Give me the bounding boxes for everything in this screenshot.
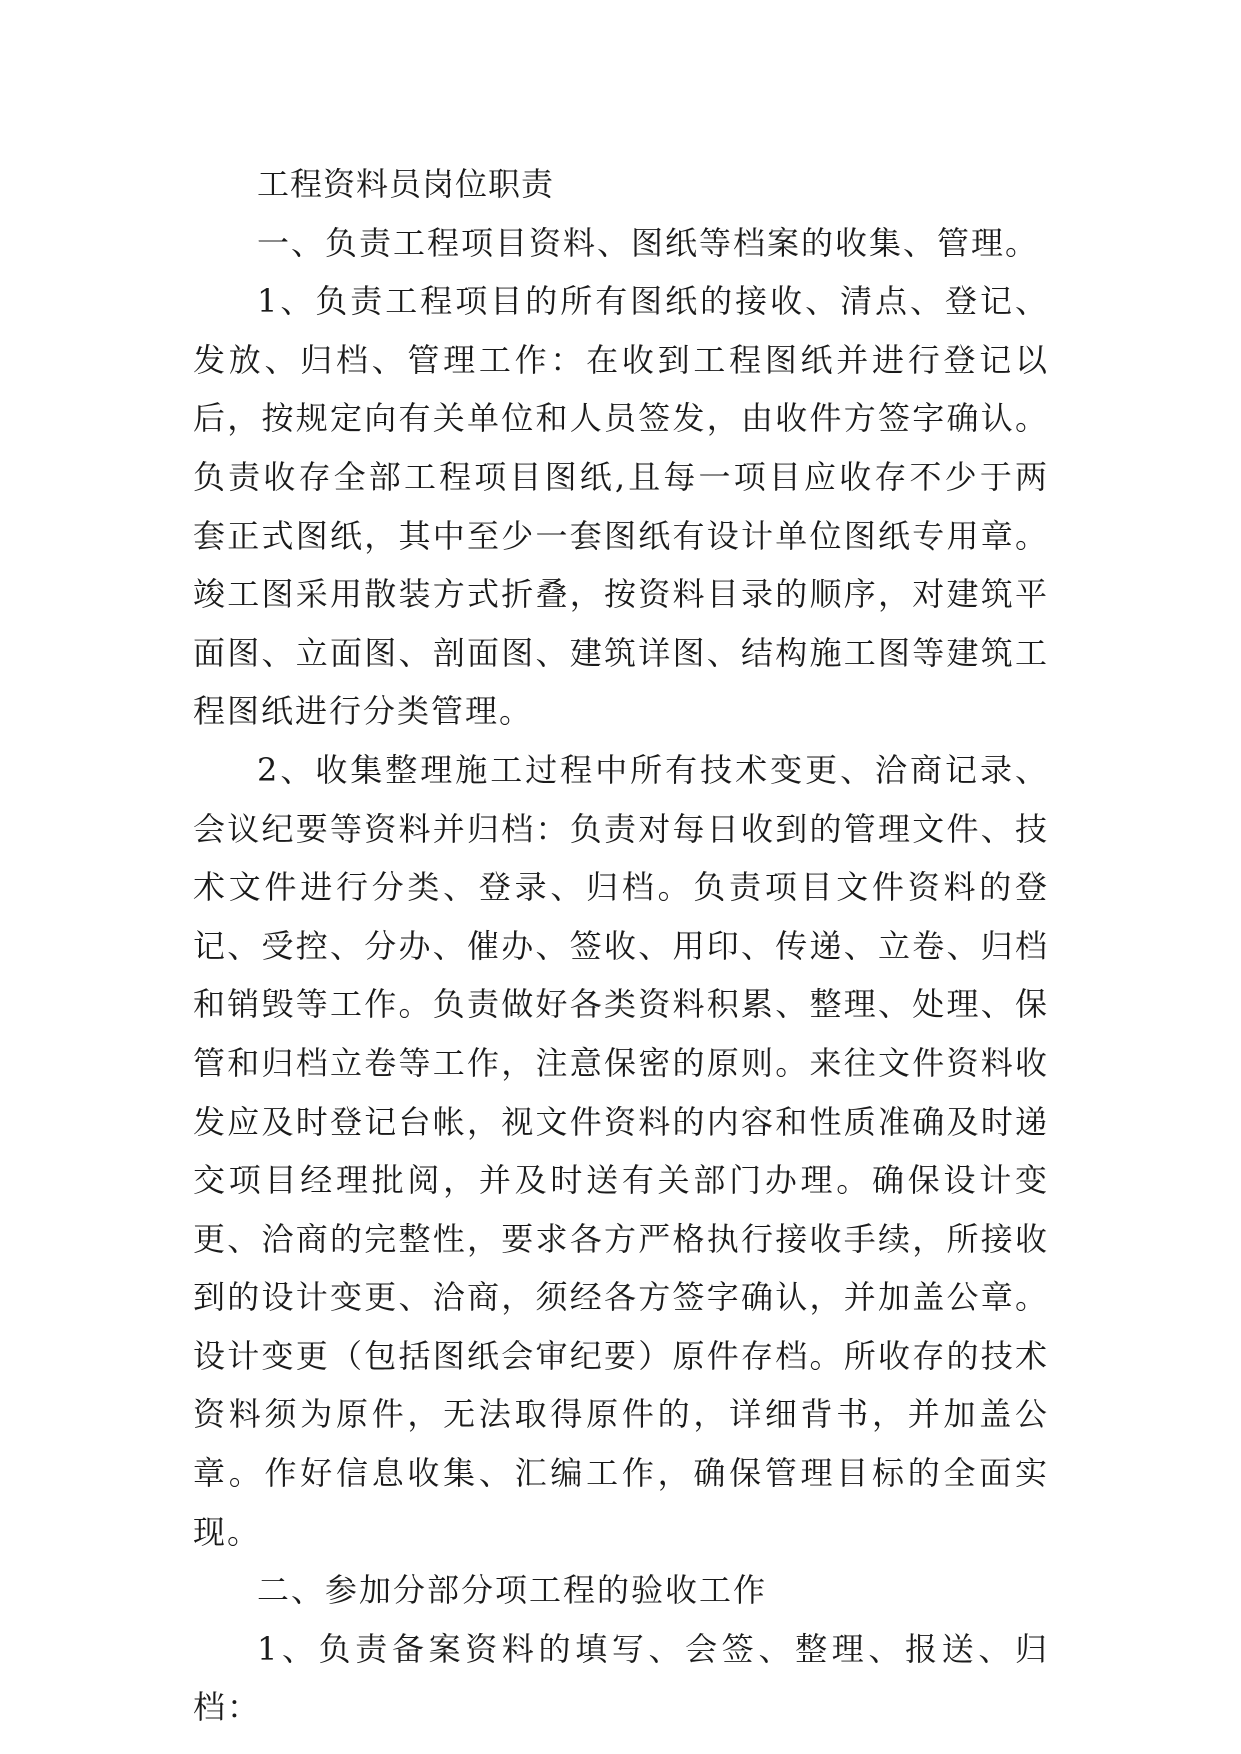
- document-title: 工程资料员岗位职责: [257, 165, 555, 203]
- paragraph-item-1-1: 1、负责工程项目的所有图纸的接收、清点、登记、发放、归档、管理工作：在收到工程图纸并进行登记以后，按规定向有关单位和人员签发，由收件方签字确认。负责收存全部工程项目图纸,且每一项目应收存不少于两套正式图纸，其中至少一套图纸有设计单位图纸专用章。竣工图采用散装方式折叠，按资料目录的顺序，对建筑平面图、立面图、剖面图、建筑详图、结构施工图等建筑工程图纸进行分类管理。: [193, 282, 1049, 731]
- section-heading-2: 二、参加分部分项工程的验收工作: [257, 1571, 768, 1610]
- paragraph-item-1-2: 2、收集整理施工过程中所有技术变更、洽商记录、会议纪要等资料并归档：负责对每日收到的管理文件、技术文件进行分类、登录、归档。负责项目文件资料的登记、受控、分办、催办、签收、用印、传递、立卷、归档和销毁等工作。负责做好各类资料积累、整理、处理、保管和归档立卷等工作，注意保密的原则。来往文件资料收发应及时登记台帐，视文件资料的内容和性质准确及时递交项目经理批阅，并及时送有关部门办理。确保设计变更、洽商的完整性，要求各方严格执行接收手续，所接收到的设计变更、洽商，须经各方签字确认，并加盖公章。设计变更（包括图纸会审纪要）原件存档。所收存的技术资料须为原件，无法取得原件的，详细背书，并加盖公章。作好信息收集、汇编工作，确保管理目标的全面实现。: [193, 750, 1049, 1551]
- section-heading-1: 一、负责工程项目资料、图纸等档案的收集、管理。: [257, 223, 1040, 262]
- paragraph-item-2-1: 1、负责备案资料的填写、会签、整理、报送、归档：: [193, 1629, 1049, 1727]
- document-body: [193, 155, 1049, 1737]
